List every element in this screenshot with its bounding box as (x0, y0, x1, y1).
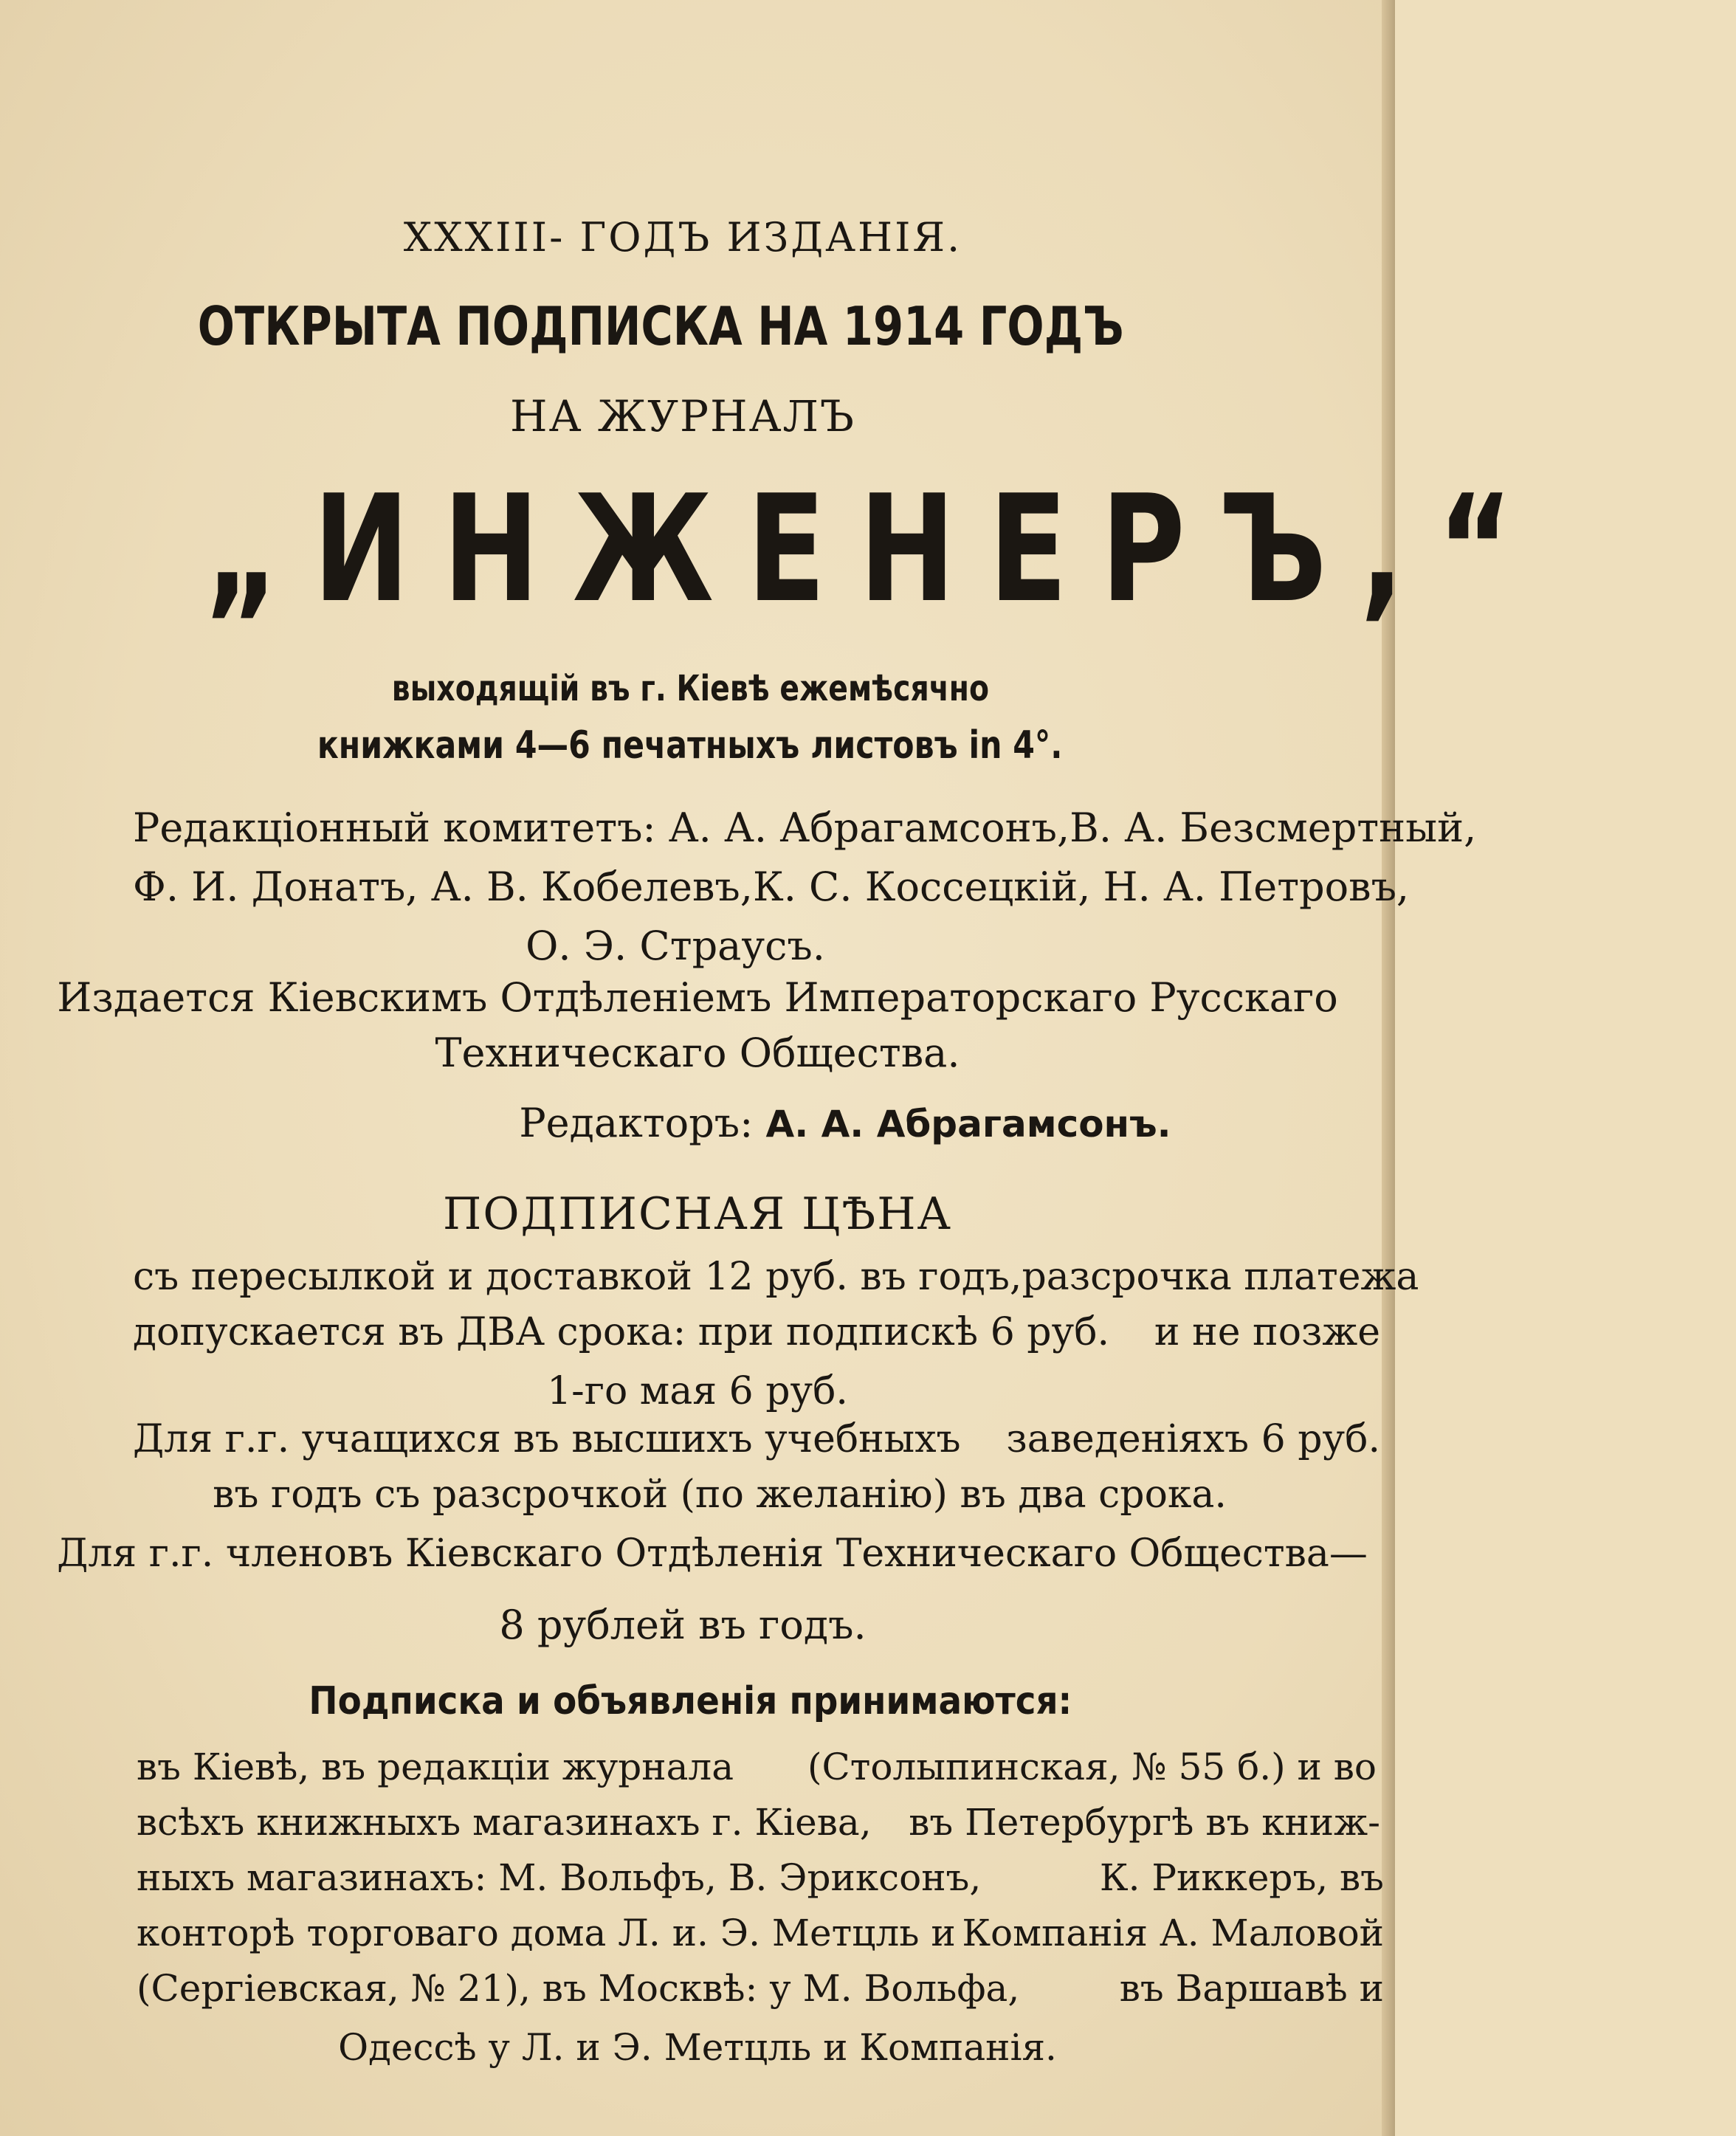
committee-line-3: О. Э. Страусъ. (526, 923, 825, 969)
subscription-heading: Подписка и объявленія принимаются: (309, 1679, 1072, 1723)
price-heading: ПОДПИСНАЯ ЦѢНА (443, 1188, 952, 1240)
journal-title: „ИНЖЕНЕРЪ,“ (204, 464, 1547, 635)
editor-name: А. А. Абрагамсонъ. (765, 1103, 1171, 1145)
publication-line-2: книжками 4—6 печатныхъ листовъ in 4°. (317, 723, 1063, 768)
publisher-line-2: Техническаго Общества. (435, 1030, 960, 1076)
price-line-2: допускается въ ДВА срока: при подпискѣ 6 руб. и не позже (133, 1310, 1380, 1354)
subscription-line-4: конторѣ торговаго дома Л. и. Э. Метцль и Компанія А. Маловой (137, 1912, 1384, 1954)
price-line-7: 8 рублей въ годъ. (499, 1602, 867, 1648)
subscription-line-3: ныхъ магазинахъ: М. Вольфъ, В. Эриксонъ, К. Риккеръ, въ (137, 1856, 1384, 1899)
subscription-line-2: всѣхъ книжныхъ магазинахъ г. Кіева, въ Петербургѣ въ книж- (137, 1801, 1380, 1844)
on-journal: НА ЖУРНАЛЪ (509, 391, 856, 441)
subscription-line-5: (Сергіевская, № 21), въ Москвѣ: у М. Вольфа, въ Варшавѣ и (137, 1967, 1384, 2010)
editor-line (148, 1100, 1543, 1146)
price-line-1: съ пересылкой и доставкой 12 руб. въ годъ, разсрочка платежа (133, 1255, 1419, 1299)
subscription-line-6: Одессѣ у Л. и Э. Метцль и Компанія. (338, 2026, 1057, 2069)
year-of-issue: XXXIII- ГОДЪ ИЗДАНІЯ. (403, 214, 962, 261)
price-line-6: Для г.г. членовъ Кіевскаго Отдѣленія Техническаго Общества— (57, 1532, 1368, 1576)
committee-line-2: Ф. И. Донатъ, А. В. Кобелевъ, К. С. Коссецкій, Н. А. Петровъ, (133, 864, 1410, 910)
price-line-3: 1-го мая 6 руб. (547, 1369, 848, 1413)
price-line-4: Для г.г. учащихся въ высшихъ учебныхъ заведеніяхъ 6 руб. (133, 1417, 1380, 1461)
publisher-line-1: Издается Кіевскимъ Отдѣленіемъ Императорскаго Русскаго (57, 974, 1338, 1021)
subscription-line-1: въ Кіевѣ, въ редакціи журнала (Столыпинская, № 55 б.) и во (137, 1746, 1377, 1788)
editor-label: Редакторъ: (519, 1100, 754, 1146)
committee-line-1: Редакціонный комитетъ: А. А. Абрагамсонъ, В. А. Безсмертный, (133, 805, 1477, 851)
subscription-open-heading: ОТКРЫТА ПОДПИСКА НА 1914 ГОДЪ (197, 295, 1124, 357)
publication-line-1: выходящій въ г. Кіевѣ ежемѣсячно (391, 668, 989, 709)
price-line-5: въ годъ съ разсрочкой (по желанію) въ два срока. (213, 1472, 1227, 1517)
